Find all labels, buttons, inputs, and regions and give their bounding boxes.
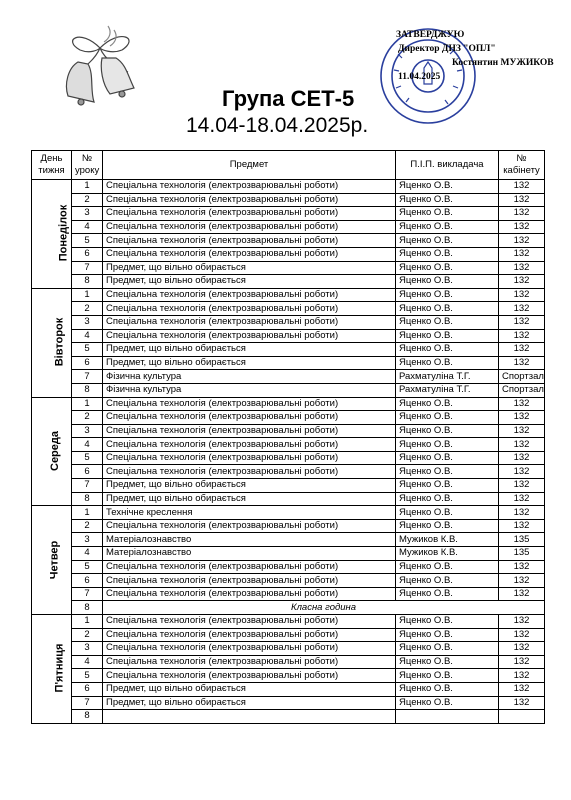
lesson-number: 2 (72, 411, 103, 425)
table-row (32, 669, 545, 683)
lesson-number: 4 (72, 220, 103, 234)
room-cell: 132 (499, 519, 545, 533)
room-cell: 132 (499, 560, 545, 574)
table-row (32, 642, 545, 656)
room-cell: 132 (499, 655, 545, 669)
teacher-cell: Яценко О.В. (396, 628, 499, 642)
teacher-cell: Яценко О.В. (396, 207, 499, 221)
lesson-number: 5 (72, 343, 103, 357)
room-cell: 132 (499, 356, 545, 370)
lesson-number: 7 (72, 696, 103, 710)
table-row (32, 275, 545, 289)
table-row (32, 560, 545, 574)
table-row (32, 397, 545, 411)
teacher-cell: Яценко О.В. (396, 519, 499, 533)
group-title: Група СЕТ-5 (222, 86, 355, 111)
subject-cell: Спеціальна технологія (електрозварювальні роботи) (103, 302, 396, 316)
subject-cell: Спеціальна технологія (електрозварювальні роботи) (103, 574, 396, 588)
lesson-number: 5 (72, 451, 103, 465)
subject-cell: Спеціальна технологія (електрозварювальні роботи) (103, 397, 396, 411)
room-cell: 132 (499, 669, 545, 683)
subject-cell: Спеціальна технологія (електрозварювальні роботи) (103, 180, 396, 194)
room-cell: 132 (499, 315, 545, 329)
subject-cell: Спеціальна технологія (електрозварювальні роботи) (103, 411, 396, 425)
lesson-number: 7 (72, 370, 103, 384)
teacher-cell: Яценко О.В. (396, 343, 499, 357)
room-cell (499, 710, 545, 724)
lesson-number: 8 (72, 710, 103, 724)
teacher-cell: Яценко О.В. (396, 356, 499, 370)
lesson-number: 8 (72, 601, 103, 615)
lesson-number: 7 (72, 587, 103, 601)
teacher-cell: Яценко О.В. (396, 479, 499, 493)
subject-cell: Спеціальна технологія (електрозварювальні роботи) (103, 315, 396, 329)
subject-cell: Спеціальна технологія (електрозварювальні роботи) (103, 438, 396, 452)
subject-cell: Спеціальна технологія (електрозварювальні роботи) (103, 207, 396, 221)
lesson-number: 1 (72, 180, 103, 194)
room-cell: 132 (499, 451, 545, 465)
table-row (32, 696, 545, 710)
subject-cell: Фізична культура (103, 370, 396, 384)
subject-cell: Спеціальна технологія (електрозварювальні роботи) (103, 587, 396, 601)
lesson-number: 6 (72, 356, 103, 370)
table-row (32, 193, 545, 207)
table-row (32, 710, 545, 724)
day-cell (32, 288, 72, 397)
subject-cell: Спеціальна технологія (електрозварювальні роботи) (103, 193, 396, 207)
subject-cell: Матеріалознавство (103, 533, 396, 547)
lesson-number: 2 (72, 628, 103, 642)
subject-cell: Матеріалознавство (103, 547, 396, 561)
table-row (32, 682, 545, 696)
teacher-cell: Яценко О.В. (396, 411, 499, 425)
table-row (32, 343, 545, 357)
table-row (32, 370, 545, 384)
lesson-number: 6 (72, 247, 103, 261)
teacher-cell: Яценко О.В. (396, 642, 499, 656)
teacher-cell: Яценко О.В. (396, 424, 499, 438)
teacher-cell: Яценко О.В. (396, 574, 499, 588)
subject-cell: Спеціальна технологія (електрозварювальні роботи) (103, 655, 396, 669)
subject-cell: Спеціальна технологія (електрозварювальні роботи) (103, 220, 396, 234)
teacher-cell: Яценко О.В. (396, 615, 499, 629)
table-row (32, 180, 545, 194)
teacher-cell: Яценко О.В. (396, 669, 499, 683)
lesson-number: 7 (72, 261, 103, 275)
table-row (32, 207, 545, 221)
approval-title: ЗАТВЕРДЖУЮ (396, 30, 465, 40)
room-cell: 132 (499, 193, 545, 207)
schedule-dates: 14.04-18.04.2025р. (186, 114, 369, 137)
subject-cell: Спеціальна технологія (електрозварювальні роботи) (103, 234, 396, 248)
table-row (32, 288, 545, 302)
room-cell: 132 (499, 302, 545, 316)
subject-cell: Спеціальна технологія (електрозварювальні роботи) (103, 669, 396, 683)
header-teacher: П.І.П. викладача (396, 151, 499, 180)
lesson-number: 4 (72, 655, 103, 669)
lesson-number: 5 (72, 669, 103, 683)
room-cell: 132 (499, 180, 545, 194)
teacher-cell: Яценко О.В. (396, 451, 499, 465)
header-day: День тижня (32, 151, 72, 180)
subject-cell: Предмет, що вільно обирається (103, 356, 396, 370)
subject-cell: Предмет, що вільно обирається (103, 682, 396, 696)
room-cell: 132 (499, 492, 545, 506)
room-cell: 132 (499, 465, 545, 479)
table-row (32, 234, 545, 248)
schedule-table (31, 150, 545, 724)
table-row (32, 356, 545, 370)
table-row (32, 315, 545, 329)
table-row (32, 587, 545, 601)
lesson-number: 5 (72, 560, 103, 574)
subject-cell: Спеціальна технологія (електрозварювальні роботи) (103, 628, 396, 642)
approval-position: Директор ДНЗ "ОПЛ" (398, 44, 496, 54)
teacher-cell: Яценко О.В. (396, 682, 499, 696)
table-row (32, 261, 545, 275)
header-room: № кабінету (499, 151, 545, 180)
table-row (32, 574, 545, 588)
teacher-cell: Яценко О.В. (396, 438, 499, 452)
teacher-cell: Яценко О.В. (396, 288, 499, 302)
room-cell: 135 (499, 533, 545, 547)
subject-cell: Фізична культура (103, 383, 396, 397)
room-cell: 132 (499, 628, 545, 642)
approval-name: Костянтин МУЖИКОВ (452, 58, 554, 68)
subject-cell: Спеціальна технологія (електрозварювальні роботи) (103, 465, 396, 479)
lesson-number: 1 (72, 288, 103, 302)
table-row (32, 506, 545, 520)
subject-cell: Спеціальна технологія (електрозварювальні роботи) (103, 615, 396, 629)
subject-cell: Технічне креслення (103, 506, 396, 520)
lesson-number: 6 (72, 465, 103, 479)
teacher-cell: Яценко О.В. (396, 180, 499, 194)
subject-cell: Предмет, що вільно обирається (103, 479, 396, 493)
header-row (32, 151, 545, 180)
lesson-number: 3 (72, 533, 103, 547)
room-cell: 132 (499, 288, 545, 302)
table-row (32, 628, 545, 642)
teacher-cell: Яценко О.В. (396, 560, 499, 574)
teacher-cell: Яценко О.В. (396, 329, 499, 343)
room-cell: 132 (499, 424, 545, 438)
subject-cell: Спеціальна технологія (електрозварювальні роботи) (103, 424, 396, 438)
header-subject: Предмет (103, 151, 396, 180)
room-cell: 132 (499, 397, 545, 411)
day-name: Понеділок (57, 205, 70, 262)
teacher-cell: Яценко О.В. (396, 492, 499, 506)
subject-cell: Спеціальна технологія (електрозварювальні роботи) (103, 519, 396, 533)
teacher-cell: Яценко О.В. (396, 247, 499, 261)
subject-cell: Спеціальна технологія (електрозварювальні роботи) (103, 329, 396, 343)
room-cell: 132 (499, 234, 545, 248)
lesson-number: 2 (72, 193, 103, 207)
teacher-cell: Яценко О.В. (396, 302, 499, 316)
table-row (32, 302, 545, 316)
room-cell: 132 (499, 438, 545, 452)
room-cell: Спортзал (499, 370, 545, 384)
table-row (32, 383, 545, 397)
bells-icon (50, 18, 150, 106)
day-cell (32, 506, 72, 615)
special-event: Класна година (103, 601, 545, 615)
table-row (32, 451, 545, 465)
table-row (32, 247, 545, 261)
day-name: Вівторок (53, 317, 66, 367)
lesson-number: 1 (72, 506, 103, 520)
day-cell (32, 615, 72, 724)
teacher-cell: Яценко О.В. (396, 193, 499, 207)
subject-cell (103, 710, 396, 724)
lesson-number: 2 (72, 519, 103, 533)
teacher-cell: Рахматуліна Т.Г. (396, 383, 499, 397)
teacher-cell: Яценко О.В. (396, 506, 499, 520)
lesson-number: 8 (72, 492, 103, 506)
teacher-cell: Рахматуліна Т.Г. (396, 370, 499, 384)
room-cell: 132 (499, 587, 545, 601)
day-cell (32, 397, 72, 506)
table-row (32, 424, 545, 438)
day-name: Середа (49, 430, 61, 471)
room-cell: 132 (499, 642, 545, 656)
room-cell: 132 (499, 275, 545, 289)
subject-cell: Предмет, що вільно обирається (103, 275, 396, 289)
teacher-cell: Яценко О.В. (396, 696, 499, 710)
approval-block (396, 28, 566, 84)
subject-cell: Спеціальна технологія (електрозварювальні роботи) (103, 247, 396, 261)
table-row (32, 615, 545, 629)
teacher-cell: Мужиков К.В. (396, 547, 499, 561)
teacher-cell: Яценко О.В. (396, 655, 499, 669)
subject-cell: Предмет, що вільно обирається (103, 492, 396, 506)
room-cell: 132 (499, 506, 545, 520)
table-row (32, 438, 545, 452)
day-name: Четвер (48, 540, 61, 579)
room-cell: Спортзал (499, 383, 545, 397)
room-cell: 132 (499, 615, 545, 629)
table-row (32, 601, 545, 615)
table-row (32, 479, 545, 493)
lesson-number: 4 (72, 438, 103, 452)
lesson-number: 4 (72, 329, 103, 343)
approval-date: 11.04.2025 (398, 72, 441, 82)
lesson-number: 5 (72, 234, 103, 248)
subject-cell: Предмет, що вільно обирається (103, 343, 396, 357)
table-row (32, 547, 545, 561)
room-cell: 132 (499, 329, 545, 343)
teacher-cell: Яценко О.В. (396, 465, 499, 479)
room-cell: 132 (499, 207, 545, 221)
subject-cell: Спеціальна технологія (електрозварювальні роботи) (103, 451, 396, 465)
room-cell: 132 (499, 343, 545, 357)
room-cell: 132 (499, 682, 545, 696)
table-row (32, 465, 545, 479)
day-name: П'ятниця (53, 643, 66, 693)
room-cell: 132 (499, 220, 545, 234)
teacher-cell: Яценко О.В. (396, 275, 499, 289)
table-row (32, 533, 545, 547)
lesson-number: 8 (72, 383, 103, 397)
room-cell: 132 (499, 411, 545, 425)
table-row (32, 329, 545, 343)
subject-cell: Предмет, що вільно обирається (103, 696, 396, 710)
subject-cell: Спеціальна технологія (електрозварювальні роботи) (103, 560, 396, 574)
teacher-cell: Яценко О.В. (396, 587, 499, 601)
day-cell (32, 180, 72, 289)
lesson-number: 8 (72, 275, 103, 289)
subject-cell: Спеціальна технологія (електрозварювальні роботи) (103, 288, 396, 302)
room-cell: 132 (499, 479, 545, 493)
lesson-number: 4 (72, 547, 103, 561)
lesson-number: 1 (72, 615, 103, 629)
header-lesson: № уроку (72, 151, 103, 180)
lesson-number: 3 (72, 642, 103, 656)
teacher-cell: Яценко О.В. (396, 234, 499, 248)
lesson-number: 3 (72, 315, 103, 329)
room-cell: 132 (499, 261, 545, 275)
teacher-cell: Яценко О.В. (396, 220, 499, 234)
lesson-number: 6 (72, 682, 103, 696)
lesson-number: 6 (72, 574, 103, 588)
subject-cell: Предмет, що вільно обирається (103, 261, 396, 275)
table-row (32, 411, 545, 425)
lesson-number: 7 (72, 479, 103, 493)
teacher-cell: Яценко О.В. (396, 261, 499, 275)
table-row (32, 519, 545, 533)
lesson-number: 3 (72, 207, 103, 221)
room-cell: 132 (499, 574, 545, 588)
subject-cell: Спеціальна технологія (електрозварювальні роботи) (103, 642, 396, 656)
table-row (32, 492, 545, 506)
teacher-cell: Яценко О.В. (396, 397, 499, 411)
room-cell: 132 (499, 696, 545, 710)
lesson-number: 2 (72, 302, 103, 316)
room-cell: 132 (499, 247, 545, 261)
lesson-number: 1 (72, 397, 103, 411)
lesson-number: 3 (72, 424, 103, 438)
teacher-cell: Яценко О.В. (396, 315, 499, 329)
table-row (32, 655, 545, 669)
teacher-cell (396, 710, 499, 724)
room-cell: 135 (499, 547, 545, 561)
table-row (32, 220, 545, 234)
teacher-cell: Мужиков К.В. (396, 533, 499, 547)
